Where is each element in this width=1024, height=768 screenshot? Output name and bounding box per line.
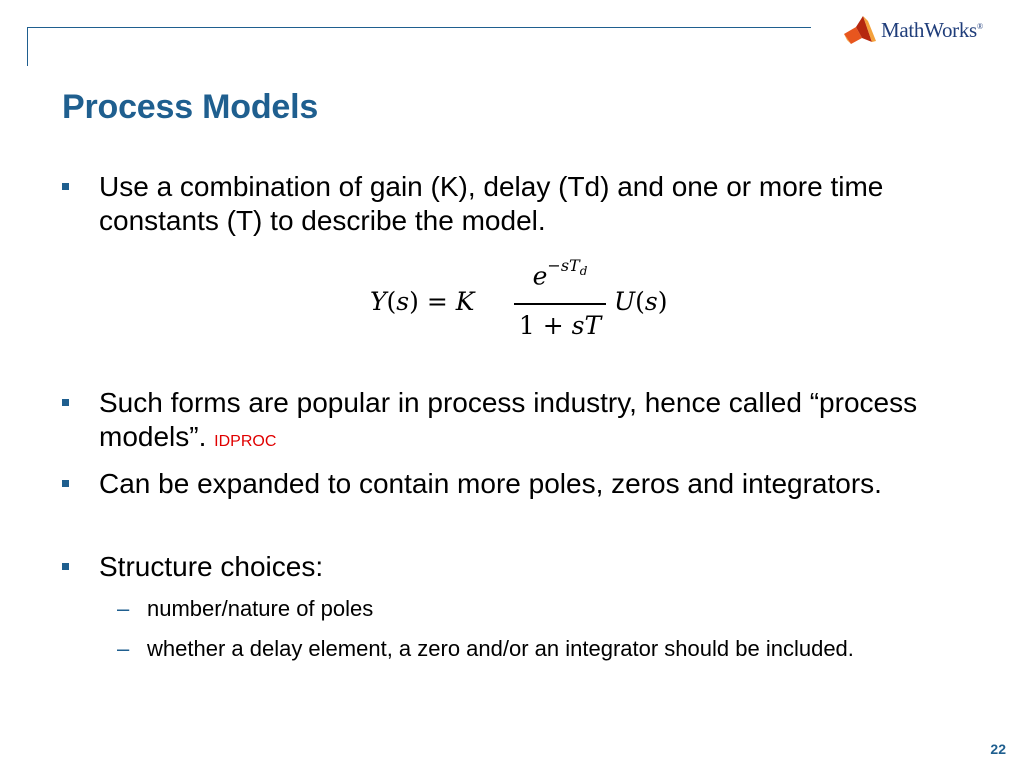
dash-marker: –	[117, 636, 130, 661]
logo-wordmark: MathWorks®	[881, 17, 983, 42]
equation-lhs: Y(s) = K	[370, 287, 475, 316]
dash-marker: –	[117, 596, 130, 621]
bullet-text: Use a combination of gain (K), delay (Td) and one or more time constants (T) to describe the model.	[99, 171, 884, 236]
page-number: 22	[990, 741, 1006, 757]
membrane-logo-icon	[842, 14, 878, 46]
sub-bullet-text: number/nature of poles	[147, 596, 374, 621]
bullet-square-icon	[62, 563, 69, 570]
bullet-text: Such forms are popular in process industry, hence called “process models”. IDPROC	[99, 387, 918, 452]
bullet-square-icon	[62, 480, 69, 487]
fraction-bar	[514, 303, 606, 305]
bullet-text: Structure choices:	[99, 551, 324, 582]
header-rule	[28, 27, 811, 28]
bullet-square-icon	[62, 183, 69, 190]
sub-bullet-text: whether a delay element, a zero and/or an integrator should be included.	[147, 636, 854, 661]
process-model-equation	[370, 258, 690, 348]
logo-trademark: ®	[976, 21, 983, 31]
equation-rhs: U(s)	[614, 287, 668, 316]
header-corner-rule	[27, 27, 28, 66]
reference-link[interactable]: IDPROC	[214, 433, 277, 450]
equation-denominator: 1 + sT	[518, 311, 602, 340]
bullet-text: Can be expanded to contain more poles, zeros and integrators.	[99, 468, 882, 499]
mathworks-logo	[842, 12, 1012, 48]
slide-title: Process Models	[62, 88, 319, 126]
equation-fraction	[512, 258, 608, 348]
bullet-square-icon	[62, 399, 69, 406]
equation-numerator: $e^{-sT_d}$	[532, 256, 588, 291]
